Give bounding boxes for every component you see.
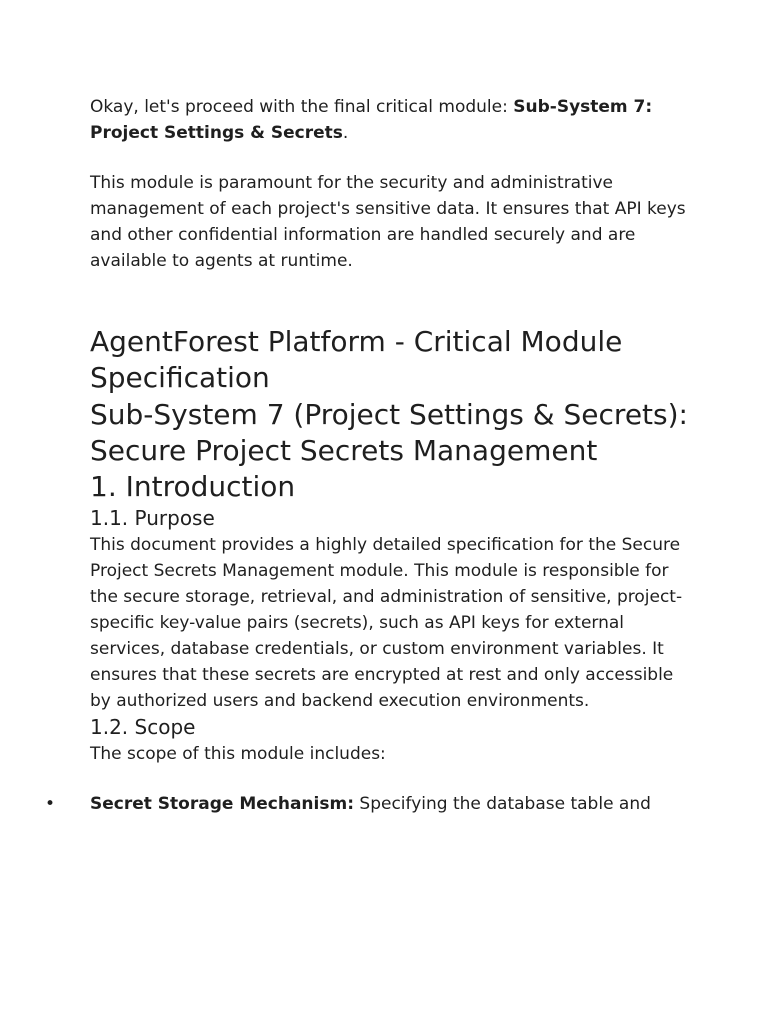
- bullet-icon: •: [45, 794, 56, 815]
- scope-intro: The scope of this module includes:: [90, 744, 386, 765]
- intro-suffix: .: [342, 123, 349, 143]
- list-item-text: Specifying the database table and: [354, 794, 651, 815]
- doc-subtitle: Sub-System 7 (Project Settings & Secrets): Secure Project Secrets Management: [90, 397, 688, 467]
- intro-prefix: Okay, let's proceed with the final critical module:: [90, 97, 514, 117]
- list-item-title: Secret Storage Mechanism:: [90, 794, 354, 815]
- section-heading-purpose: 1.1. Purpose: [90, 506, 215, 531]
- purpose-paragraph: This document provides a highly detailed specification for the Secure Project Secrets Management module. This module is responsible for the secure storage, retrieval, and administration of sensitive, project-specific key-value pairs (secrets), such as API keys for external services, database credentials, or custom environment variables. It ensures that these secrets are encrypted at rest and only accessible by authorized users and backend execution environments.: [90, 535, 683, 712]
- intro-description: This module is paramount for the security and administrative management of each project's sensitive data. It ensures that API keys and other confidential information are handled securely and are available to agents at runtime.: [90, 173, 686, 271]
- list-item: [45, 791, 690, 817]
- section-heading-introduction: 1. Introduction: [90, 470, 296, 504]
- intro-paragraph: [90, 94, 690, 146]
- scope-list: [45, 791, 690, 817]
- section-heading-scope: 1.2. Scope: [90, 715, 196, 740]
- intro-module-name: Sub-System 7: Project Settings & Secrets: [90, 97, 653, 143]
- doc-title: AgentForest Platform - Critical Module Specification: [90, 325, 623, 395]
- document-page: [45, 94, 690, 817]
